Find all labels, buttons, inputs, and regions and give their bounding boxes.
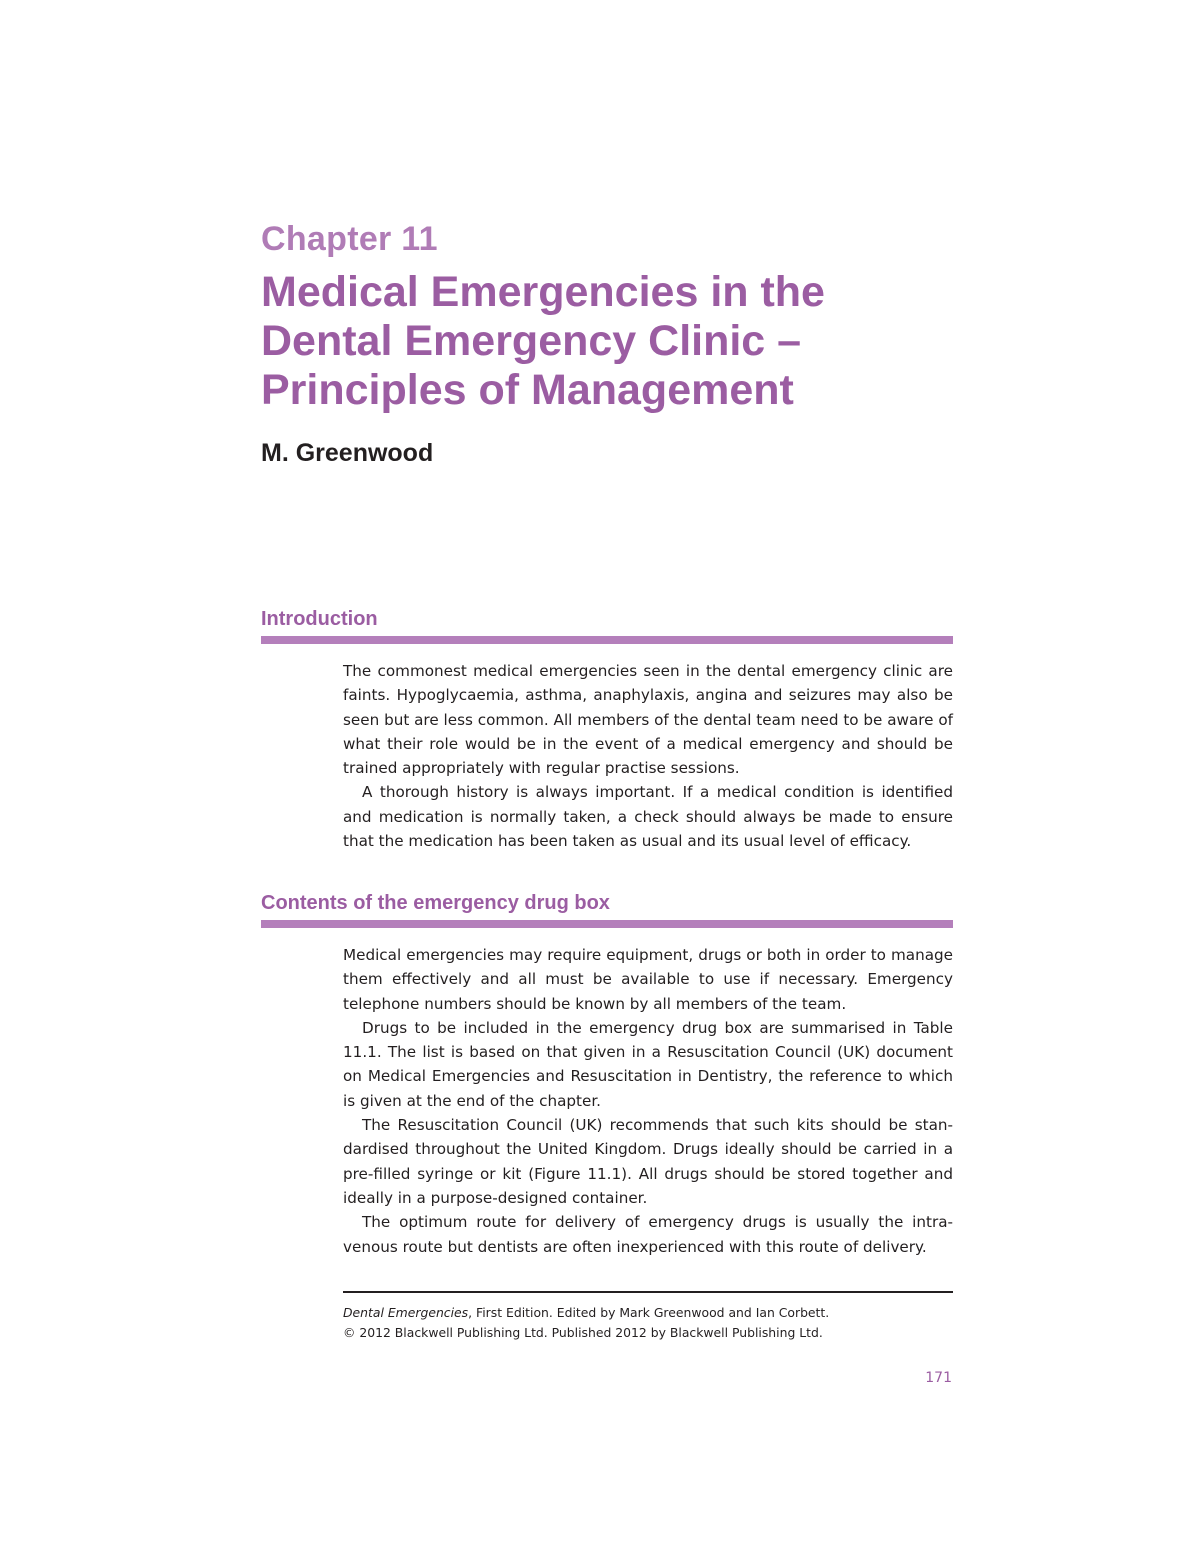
paragraph: The commonest medical emergencies seen in the dental emergency clinic are faints. Hypoglycaemia, asthma, anaphylaxis, angina and seizures may also be seen but are less common. All members of the dental team need to be aware of what their role would be in the event of a medical emergency and should be trained appropriately with regular practise sessions. [343, 662, 953, 778]
paragraph: Drugs to be included in the emergency drug box are summarised in Table 11.1. The list is based on that given in a Resuscitation Council (UK) document on Medical Emergencies and Resuscitation in Dentistry, the reference to which is given at the end of the chapter. [343, 1018, 953, 1110]
paragraph: A thorough history is always important. If a medical condition is identified and medication is normally taken, a check should always be made to ensure that the medication has been taken as usual and its usual level of efficacy. [343, 783, 953, 851]
section-rule [261, 920, 953, 928]
introduction-body [343, 659, 953, 853]
chapter-title-line: Dental Emergency Clinic – [261, 317, 802, 365]
book-title: Dental Emergencies [343, 1305, 469, 1320]
section-rule [261, 636, 953, 644]
page-number: 171 [925, 1370, 952, 1386]
footnote [343, 1303, 953, 1343]
chapter-label: Chapter 11 [261, 220, 438, 258]
drug-box-body [343, 943, 953, 1259]
footnote-copyright: © 2012 Blackwell Publishing Ltd. Published 2012 by Blackwell Publishing Ltd. [343, 1325, 823, 1340]
footnote-rule [343, 1291, 953, 1293]
chapter-title [261, 268, 961, 415]
section-heading-drug-box: Contents of the emergency drug box [261, 892, 610, 914]
edition-text: , First Edition. Edited by Mark Greenwood and Ian Corbett. [468, 1305, 830, 1320]
paragraph: The Resuscitation Council (UK) recommends that such kits should be standardised throughout the United Kingdom. Drugs ideally should be carried in a pre-filled syringe or kit (Figure 11.1). All drugs should be stored together and ideally in a purpose-designed container. [343, 1116, 953, 1207]
paragraph: Medical emergencies may require equipment, drugs or both in order to manage them effectively and all must be available to use if necessary. Emergency telephone numbers should be known by all members of the team. [343, 946, 953, 1013]
author-name: M. Greenwood [261, 439, 434, 467]
section-heading-introduction: Introduction [261, 608, 378, 630]
chapter-title-line: Principles of Management [261, 366, 794, 414]
chapter-title-line: Medical Emergencies in the [261, 268, 825, 316]
paragraph: The optimum route for delivery of emergency drugs is usually the intravenous route but dentists are often inexperienced with this route of delivery. [343, 1213, 953, 1256]
footnote-source [343, 1303, 953, 1323]
